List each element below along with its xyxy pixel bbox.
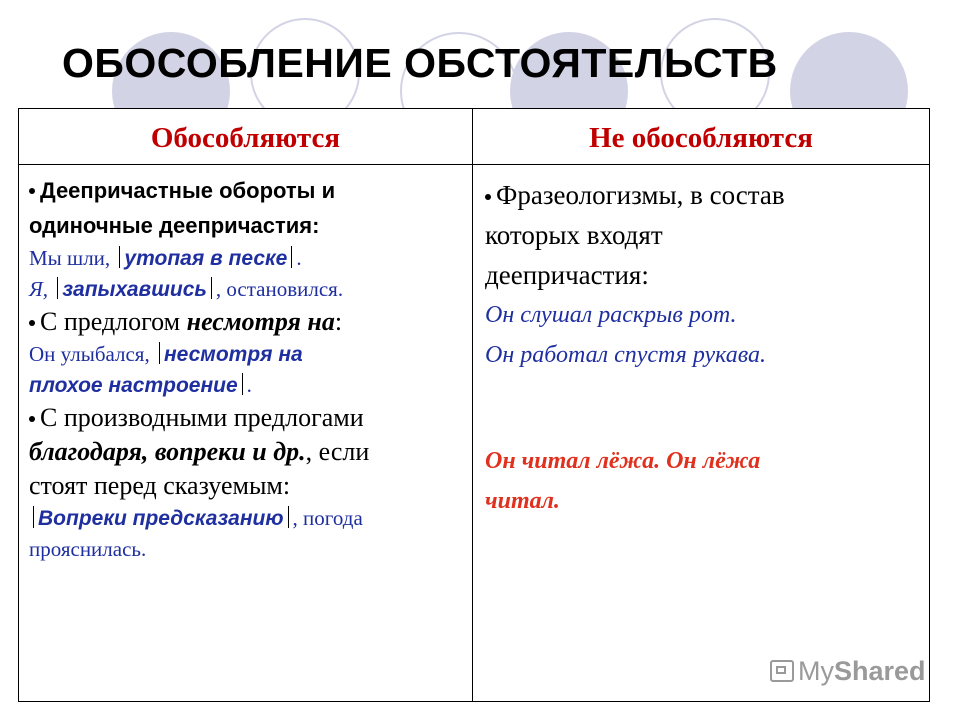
myshared-logo-icon [770, 660, 794, 682]
example-1-phrase: утопая в песке [124, 247, 288, 270]
rules-table [18, 108, 930, 702]
example-2: Я, запыхавшись , остановился. [29, 277, 344, 301]
bracket-bar-icon [119, 246, 120, 268]
rule-1-line-1: Деепричастные обороты и [29, 173, 469, 208]
example-4-line-2: прояснилась. [29, 537, 147, 561]
header-divider [19, 164, 929, 165]
example-2-phrase: запыхавшись [62, 278, 207, 301]
example-3-line-2: плохое настроение . [29, 373, 252, 397]
example-phraseology-1: Он слушал раскрыв рот. [485, 302, 737, 328]
spacer [485, 375, 920, 441]
bracket-bar-icon [291, 246, 292, 268]
rule-3-line-1: С производными предлогами [29, 401, 469, 435]
bracket-bar-icon [288, 506, 289, 528]
example-3-line-1: Он улыбался, несмотря на [29, 342, 303, 366]
rule-phraseology-line-1: Фразеологизмы, в состав [485, 175, 920, 215]
header-isolated: Обособляются [150, 122, 341, 154]
bracket-bar-icon [33, 506, 34, 528]
bracket-bar-icon [211, 277, 212, 299]
bullet-icon [485, 194, 491, 200]
note-red-line-2: читал. [485, 488, 560, 514]
rule-phraseology-line-3: деепричастия: [485, 260, 649, 290]
bracket-bar-icon [57, 277, 58, 299]
note-red-line-1: Он читал лёжа. Он лёжа [485, 448, 761, 474]
rule-3-line-3: стоят перед сказуемым: [29, 471, 291, 500]
bracket-bar-icon [242, 373, 243, 395]
rule-2: С предлогом несмотря на: [29, 305, 469, 339]
column-divider [472, 109, 473, 701]
page-title: ОБОСОБЛЕНИЕ ОБСТОЯТЕЛЬСТВ [62, 40, 778, 86]
bullet-icon [29, 416, 35, 422]
bullet-icon [29, 188, 35, 194]
bracket-bar-icon [159, 342, 160, 364]
watermark-logo: MyShared [770, 656, 926, 687]
example-4-line-1: Вопреки предсказанию , погода [29, 503, 469, 534]
cell-isolated [29, 173, 469, 564]
example-phraseology-2: Он работал спустя рукава. [485, 342, 767, 368]
rule-phraseology-line-2: которых входят [485, 220, 663, 250]
example-1: Мы шли, утопая в песке . [29, 246, 302, 270]
header-not-isolated: Не обособляются [589, 122, 813, 154]
rule-3-line-2: благодаря, вопреки и др., если [29, 437, 370, 466]
rule-1-line-2: одиночные деепричастия: [29, 213, 320, 238]
bullet-icon [29, 320, 35, 326]
cell-not-isolated [485, 175, 920, 521]
